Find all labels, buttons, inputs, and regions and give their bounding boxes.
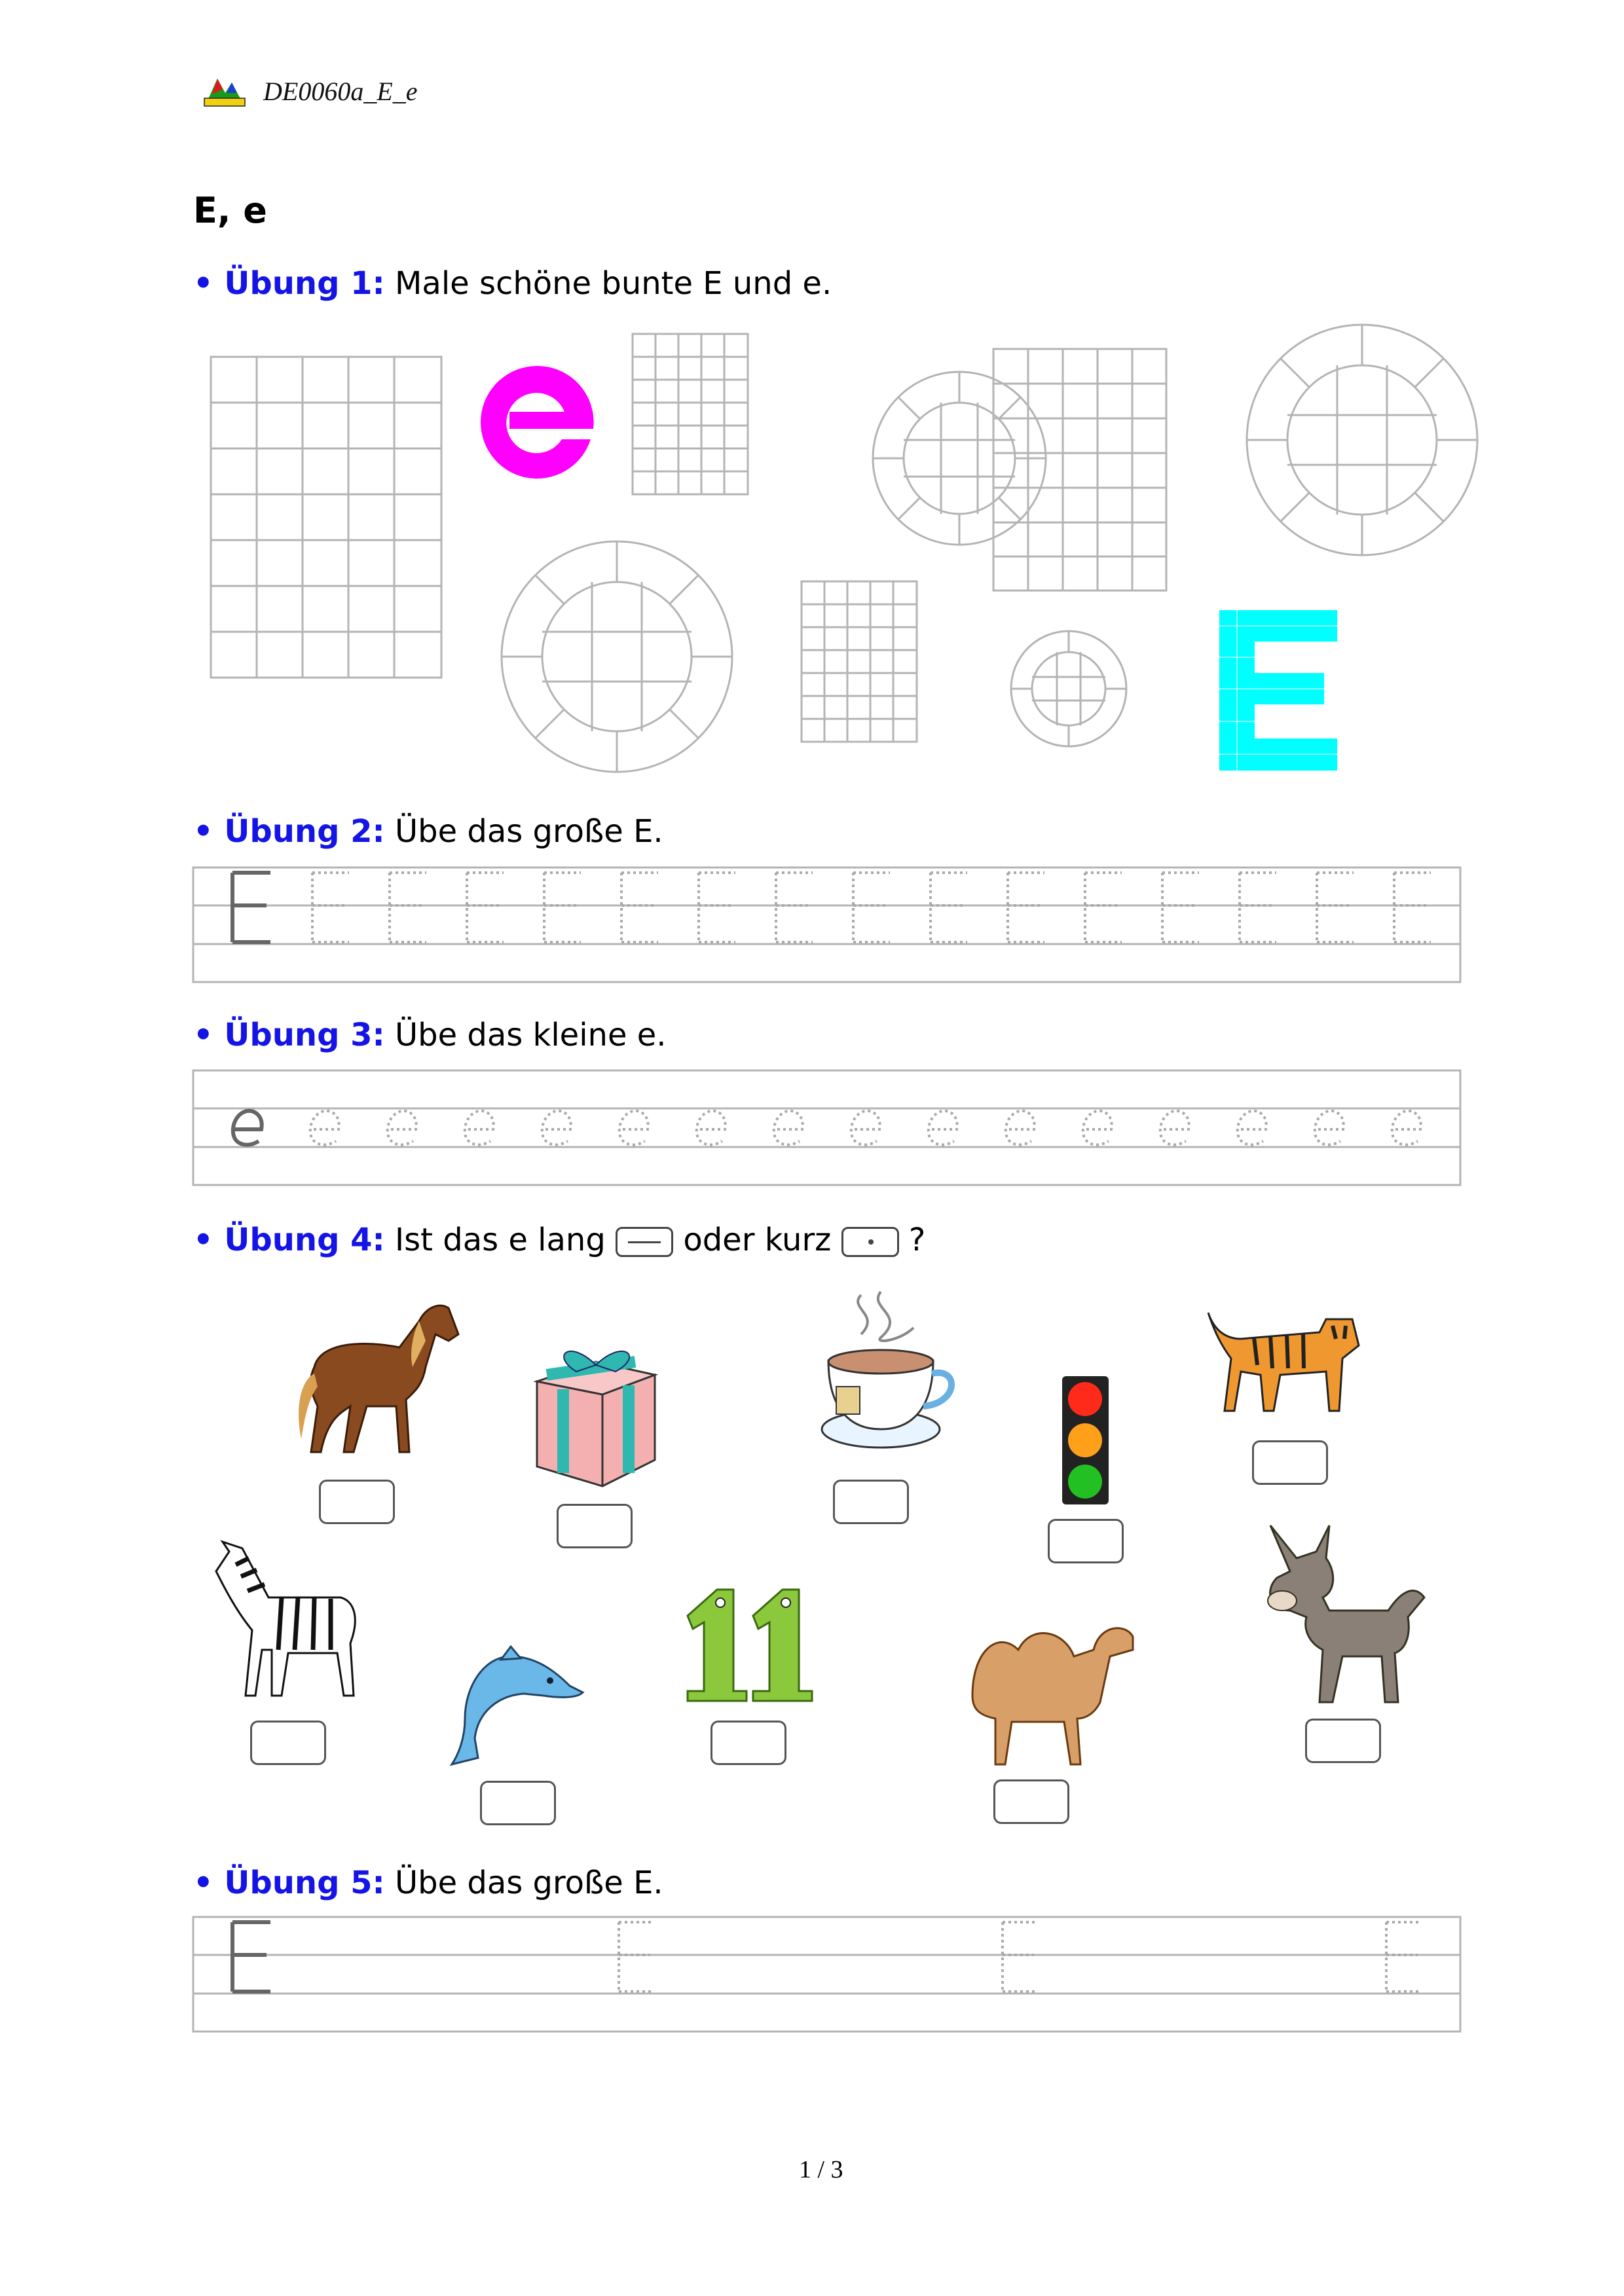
- dolphin-picture: [439, 1647, 586, 1771]
- exercise-3-heading: [193, 1017, 667, 1053]
- coloring-circle-1: [873, 372, 1046, 545]
- page-number: 1 / 3: [799, 2156, 843, 2183]
- long-vowel-symbol: [616, 1227, 673, 1257]
- coloring-grid-2: [633, 334, 748, 494]
- answer-box-dolphin[interactable]: [480, 1781, 556, 1825]
- camel-picture: [959, 1611, 1139, 1768]
- horse-icon: [288, 1288, 465, 1465]
- eleven-picture: [674, 1583, 819, 1701]
- donkey-icon: [1257, 1519, 1431, 1709]
- exercise-4-text-a: Ist das e lang: [384, 1222, 616, 1258]
- magenta-letter-e: [478, 363, 596, 481]
- cyan-letter-e: [1219, 610, 1337, 771]
- tea-cup-icon: [815, 1288, 959, 1465]
- exercise-5-text: Übe das große E.: [384, 1865, 663, 1901]
- answer-box-horse[interactable]: [319, 1480, 395, 1524]
- horse-picture: [288, 1288, 465, 1465]
- camel-icon: [959, 1611, 1139, 1768]
- exercise-5-heading: [193, 1865, 663, 1901]
- exercise-3-text: Übe das kleine e.: [384, 1017, 667, 1053]
- coloring-grid-1: [211, 357, 441, 678]
- writing-lines-ex2[interactable]: [193, 867, 1460, 982]
- writing-lines-ex3[interactable]: [193, 1070, 1460, 1185]
- exercise-3-label: • Übung 3:: [193, 1017, 385, 1053]
- short-vowel-symbol: [841, 1227, 899, 1257]
- exercise-4-text-c: ?: [898, 1222, 926, 1258]
- coloring-grid-4: [802, 581, 917, 742]
- document-code: DE0060a_E_e: [263, 77, 418, 106]
- exercise-4-text-b: oder kurz: [673, 1222, 841, 1258]
- answer-box-eleven[interactable]: [710, 1721, 786, 1765]
- exercise-4-heading: [193, 1222, 925, 1258]
- zebra-picture: [210, 1539, 363, 1702]
- answer-box-tea-cup[interactable]: [833, 1480, 909, 1524]
- gift-picture: [524, 1336, 668, 1493]
- dolphin-icon: [439, 1647, 586, 1771]
- tiger-icon: [1202, 1293, 1365, 1417]
- page-title: E, e: [193, 190, 267, 231]
- coloring-grid-3: [993, 349, 1166, 591]
- answer-box-tiger[interactable]: [1252, 1440, 1328, 1485]
- coloring-circle-2: [1247, 325, 1477, 555]
- traffic-light-picture: [1061, 1375, 1110, 1506]
- exercise-2-heading: [193, 813, 663, 850]
- writing-lines-ex5[interactable]: [193, 1917, 1460, 2032]
- exercise-1-text: Male schöne bunte E und e.: [384, 265, 832, 302]
- exercise-1-label: • Übung 1:: [193, 265, 385, 302]
- traffic-light-icon: [1061, 1375, 1110, 1506]
- exercise-5-label: • Übung 5:: [193, 1865, 385, 1901]
- exercise-2-text: Übe das große E.: [384, 813, 663, 850]
- answer-box-traffic-light[interactable]: [1048, 1519, 1124, 1563]
- donkey-picture: [1257, 1519, 1431, 1709]
- exercise-4-label: • Übung 4:: [193, 1222, 385, 1258]
- coloring-circle-4: [1011, 631, 1126, 746]
- answer-box-donkey[interactable]: [1305, 1719, 1381, 1763]
- gift-icon: [524, 1336, 668, 1493]
- exercise-2-label: • Übung 2:: [193, 813, 385, 850]
- tea-cup-picture: [815, 1288, 959, 1465]
- answer-box-camel[interactable]: [993, 1779, 1069, 1824]
- answer-box-zebra[interactable]: [250, 1721, 326, 1765]
- answer-box-gift[interactable]: [557, 1504, 633, 1548]
- number-eleven-icon: [674, 1583, 819, 1701]
- tiger-picture: [1202, 1293, 1365, 1417]
- zebra-icon: [210, 1539, 363, 1702]
- coloring-circle-3: [502, 541, 732, 772]
